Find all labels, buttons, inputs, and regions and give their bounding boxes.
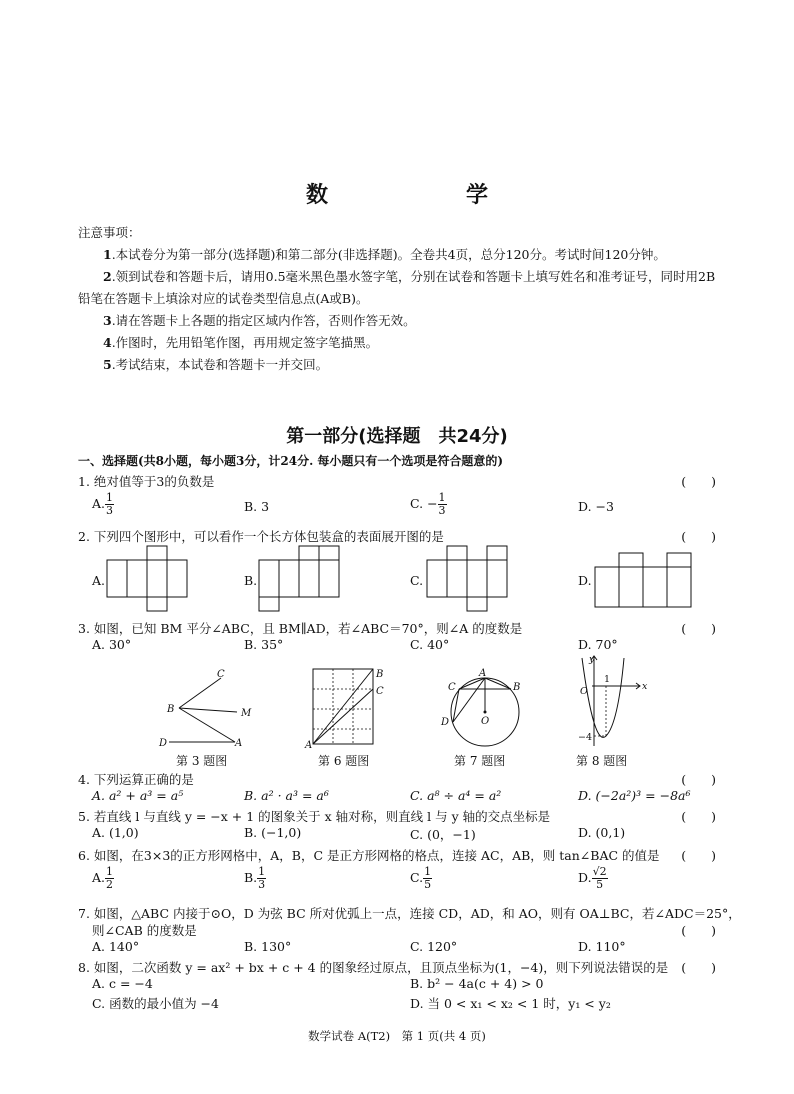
- page-footer: 数学试卷 A(T2) 第 1 页(共 4 页): [308, 1029, 486, 1043]
- question-7-stem: 7. 如图，△ABC 内接于⊙O，D 为弦 BC 所对优弧上一点，连接 CD，AD，和 AO，则有 OA⊥BC，若∠ADC＝25°，: [78, 906, 741, 921]
- figure-3: [155, 668, 255, 750]
- answer-paren: ( ): [681, 848, 716, 863]
- net-figure-d: [594, 545, 704, 615]
- option-1d: D. −3: [578, 499, 614, 514]
- option-5a: A. (1,0): [92, 825, 139, 840]
- fig6-label-a: A: [305, 740, 313, 751]
- option-8c: C. 函数的最小值为 −4: [92, 996, 219, 1011]
- option-2d: D.: [578, 573, 592, 588]
- fig6-label-b: B: [376, 669, 384, 680]
- question-4-stem: 4. 下列运算正确的是: [78, 772, 194, 787]
- option-5b: B. (−1,0): [244, 825, 302, 840]
- question-6-stem: 6. 如图，在3×3的正方形网格中，A，B，C 是正方形网格的格点，连接 AC，AB，则 tan∠BAC 的值是: [78, 848, 660, 863]
- option-3d: D. 70°: [578, 637, 618, 652]
- net-figure-a: [106, 545, 216, 615]
- option-7d: D. 110°: [578, 939, 626, 954]
- notice-heading: 注意事项：: [78, 225, 141, 240]
- question-3-stem: 3. 如图，已知 BM 平分∠ABC，且 BM∥AD，若∠ABC＝70°，则∠A 的度数是: [78, 621, 523, 636]
- figure-6-caption: 第 6 题图: [318, 754, 370, 768]
- answer-paren: ( ): [681, 474, 716, 489]
- option-1c: C. − $\frac{1}{3}$: [410, 491, 446, 517]
- fig8-label-one: 1: [604, 674, 611, 685]
- fig3-label-a: A: [235, 738, 243, 749]
- option-6a: A. $\frac{1}{2}$: [92, 865, 114, 891]
- option-5d: D. (0,1): [578, 825, 626, 840]
- fig7-label-o: O: [481, 716, 490, 727]
- option-8d: D. 当 0 < x₁ < x₂ < 1 时，y₁ < y₂: [410, 996, 611, 1011]
- fig8-label-neg4: −4: [578, 732, 593, 743]
- option-4d: D. (−2a²)³ = −8a⁶: [578, 788, 691, 803]
- net-figure-b: [258, 545, 368, 615]
- question-5-stem: 5. 若直线 l 与直线 y = −x + 1 的图象关于 x 轴对称，则直线 l 与 y 轴的交点坐标是: [78, 809, 551, 824]
- notice-item: 1.本试卷分为第一部分(选择题)和第二部分(非选择题)。全卷共4页，总分120分。考试时间120分钟。: [103, 247, 666, 262]
- figure-6: [305, 668, 395, 750]
- answer-paren: ( ): [681, 772, 716, 787]
- notice-item: 2.领到试卷和答题卡后，请用0.5毫米黑色墨水签字笔，分别在试卷和答题卡上填写姓名和准考证号，同时用2B铅笔在答题卡上填涂对应的试卷类型信息点(A或B)。: [78, 269, 716, 306]
- option-6d: D. $\frac{√2}{5}$: [578, 865, 607, 891]
- fig8-label-x: x: [642, 681, 648, 692]
- option-3a: A. 30°: [92, 637, 132, 652]
- page-title: 数 学: [305, 183, 546, 208]
- figure-8: [572, 652, 652, 748]
- option-6c: C. $\frac{1}{5}$: [410, 865, 432, 891]
- fig8-label-y: y: [589, 654, 595, 665]
- notice-item: 4.作图时，先用铅笔作图，再用规定签字笔描黑。: [103, 335, 379, 350]
- option-4b: B. a² · a³ = a⁶: [244, 788, 329, 803]
- option-2c: C.: [410, 573, 424, 588]
- fig3-label-m: M: [241, 708, 252, 719]
- option-8b: B. b² − 4a(c + 4) > 0: [410, 976, 544, 991]
- option-2b: B.: [244, 573, 258, 588]
- option-6b: B. $\frac{1}{3}$: [244, 865, 266, 891]
- fig3-label-b: B: [167, 704, 175, 715]
- fig8-label-o: O: [580, 686, 588, 697]
- question-1-stem: 1. 绝对值等于3的负数是: [78, 474, 215, 489]
- option-5c: C. (0，−1): [410, 827, 476, 842]
- option-8a: A. c = −4: [92, 976, 153, 991]
- question-7-stem-cont: 则∠CAB 的度数是: [92, 923, 197, 938]
- option-7b: B. 130°: [244, 939, 292, 954]
- notice-item: 5.考试结束，本试卷和答题卡一并交回。: [103, 357, 329, 372]
- notice-section: [78, 222, 723, 376]
- answer-paren: ( ): [681, 923, 716, 938]
- fig7-label-c: C: [448, 682, 456, 693]
- figure-7-caption: 第 7 题图: [454, 754, 506, 768]
- option-4c: C. a⁸ ÷ a⁴ = a²: [410, 788, 502, 803]
- option-2a: A.: [92, 573, 106, 588]
- figure-7: [437, 668, 529, 752]
- option-7a: A. 140°: [92, 939, 140, 954]
- fig7-label-d: D: [441, 717, 450, 728]
- notice-item: 3.请在答题卡上各题的指定区域内作答，否则作答无效。: [103, 313, 416, 328]
- part-heading: 第一部分(选择题 共24分): [286, 426, 508, 447]
- fig3-label-d: D: [159, 738, 168, 749]
- fig3-label-c: C: [217, 669, 225, 680]
- option-3b: B. 35°: [244, 637, 284, 652]
- option-1b: B. 3: [244, 499, 270, 514]
- option-7c: C. 120°: [410, 939, 458, 954]
- answer-paren: ( ): [681, 621, 716, 636]
- fig6-label-c: C: [376, 686, 384, 697]
- option-4a: A. a² + a³ = a⁵: [92, 788, 184, 803]
- figure-3-caption: 第 3 题图: [176, 754, 228, 768]
- net-figure-c: [426, 545, 536, 615]
- fig7-label-a: A: [479, 668, 487, 679]
- question-8-stem: 8. 如图，二次函数 y = ax² + bx + c + 4 的图象经过原点，且顶点坐标为(1，−4)，则下列说法错误的是: [78, 960, 669, 975]
- answer-paren: ( ): [681, 960, 716, 975]
- question-2-stem: 2. 下列四个图形中，可以看作一个长方体包装盒的表面展开图的是: [78, 529, 444, 544]
- answer-paren: ( ): [681, 529, 716, 544]
- fig7-label-b: B: [513, 682, 521, 693]
- figure-8-caption: 第 8 题图: [576, 754, 628, 768]
- answer-paren: ( ): [681, 809, 716, 824]
- option-1a: A. $\frac{1}{3}$: [92, 491, 114, 517]
- option-3c: C. 40°: [410, 637, 450, 652]
- section-heading: 一、选择题(共8小题，每小题3分，计24分. 每小题只有一个选项是符合题意的): [78, 454, 504, 468]
